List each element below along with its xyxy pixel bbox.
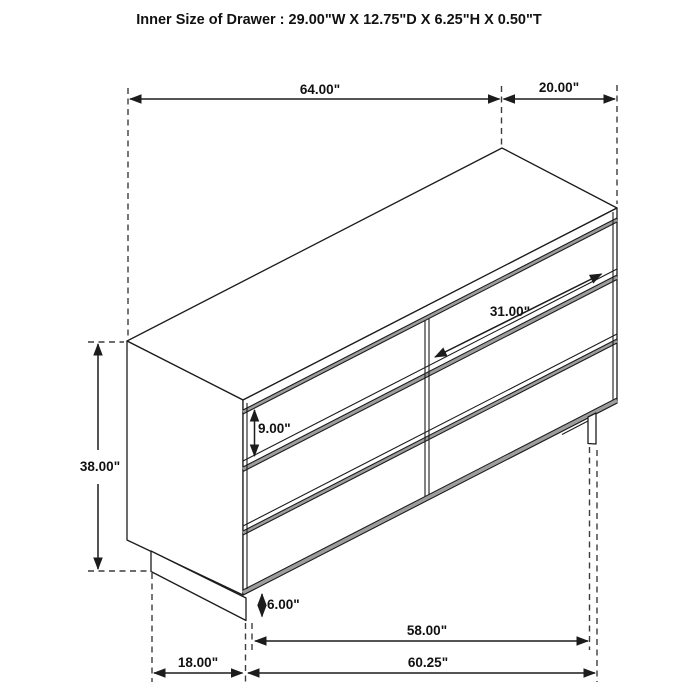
label-floor-width: 60.25" bbox=[407, 655, 449, 670]
label-top-depth: 20.00" bbox=[538, 80, 580, 95]
label-base-width: 58.00" bbox=[406, 623, 448, 638]
label-drawer-width: 31.00" bbox=[489, 304, 531, 319]
right-leg bbox=[588, 413, 596, 444]
label-overall-height: 38.00" bbox=[79, 459, 121, 474]
label-base-height: 6.00" bbox=[267, 597, 300, 612]
label-floor-depth: 18.00" bbox=[177, 655, 219, 670]
label-top-width: 64.00" bbox=[299, 82, 341, 97]
label-drawer-height: 9.00" bbox=[258, 421, 291, 436]
dresser-drawing bbox=[127, 148, 617, 621]
diagram-title: Inner Size of Drawer : 29.00"W X 12.75"D X 6.25"H X 0.50"T bbox=[136, 12, 542, 28]
